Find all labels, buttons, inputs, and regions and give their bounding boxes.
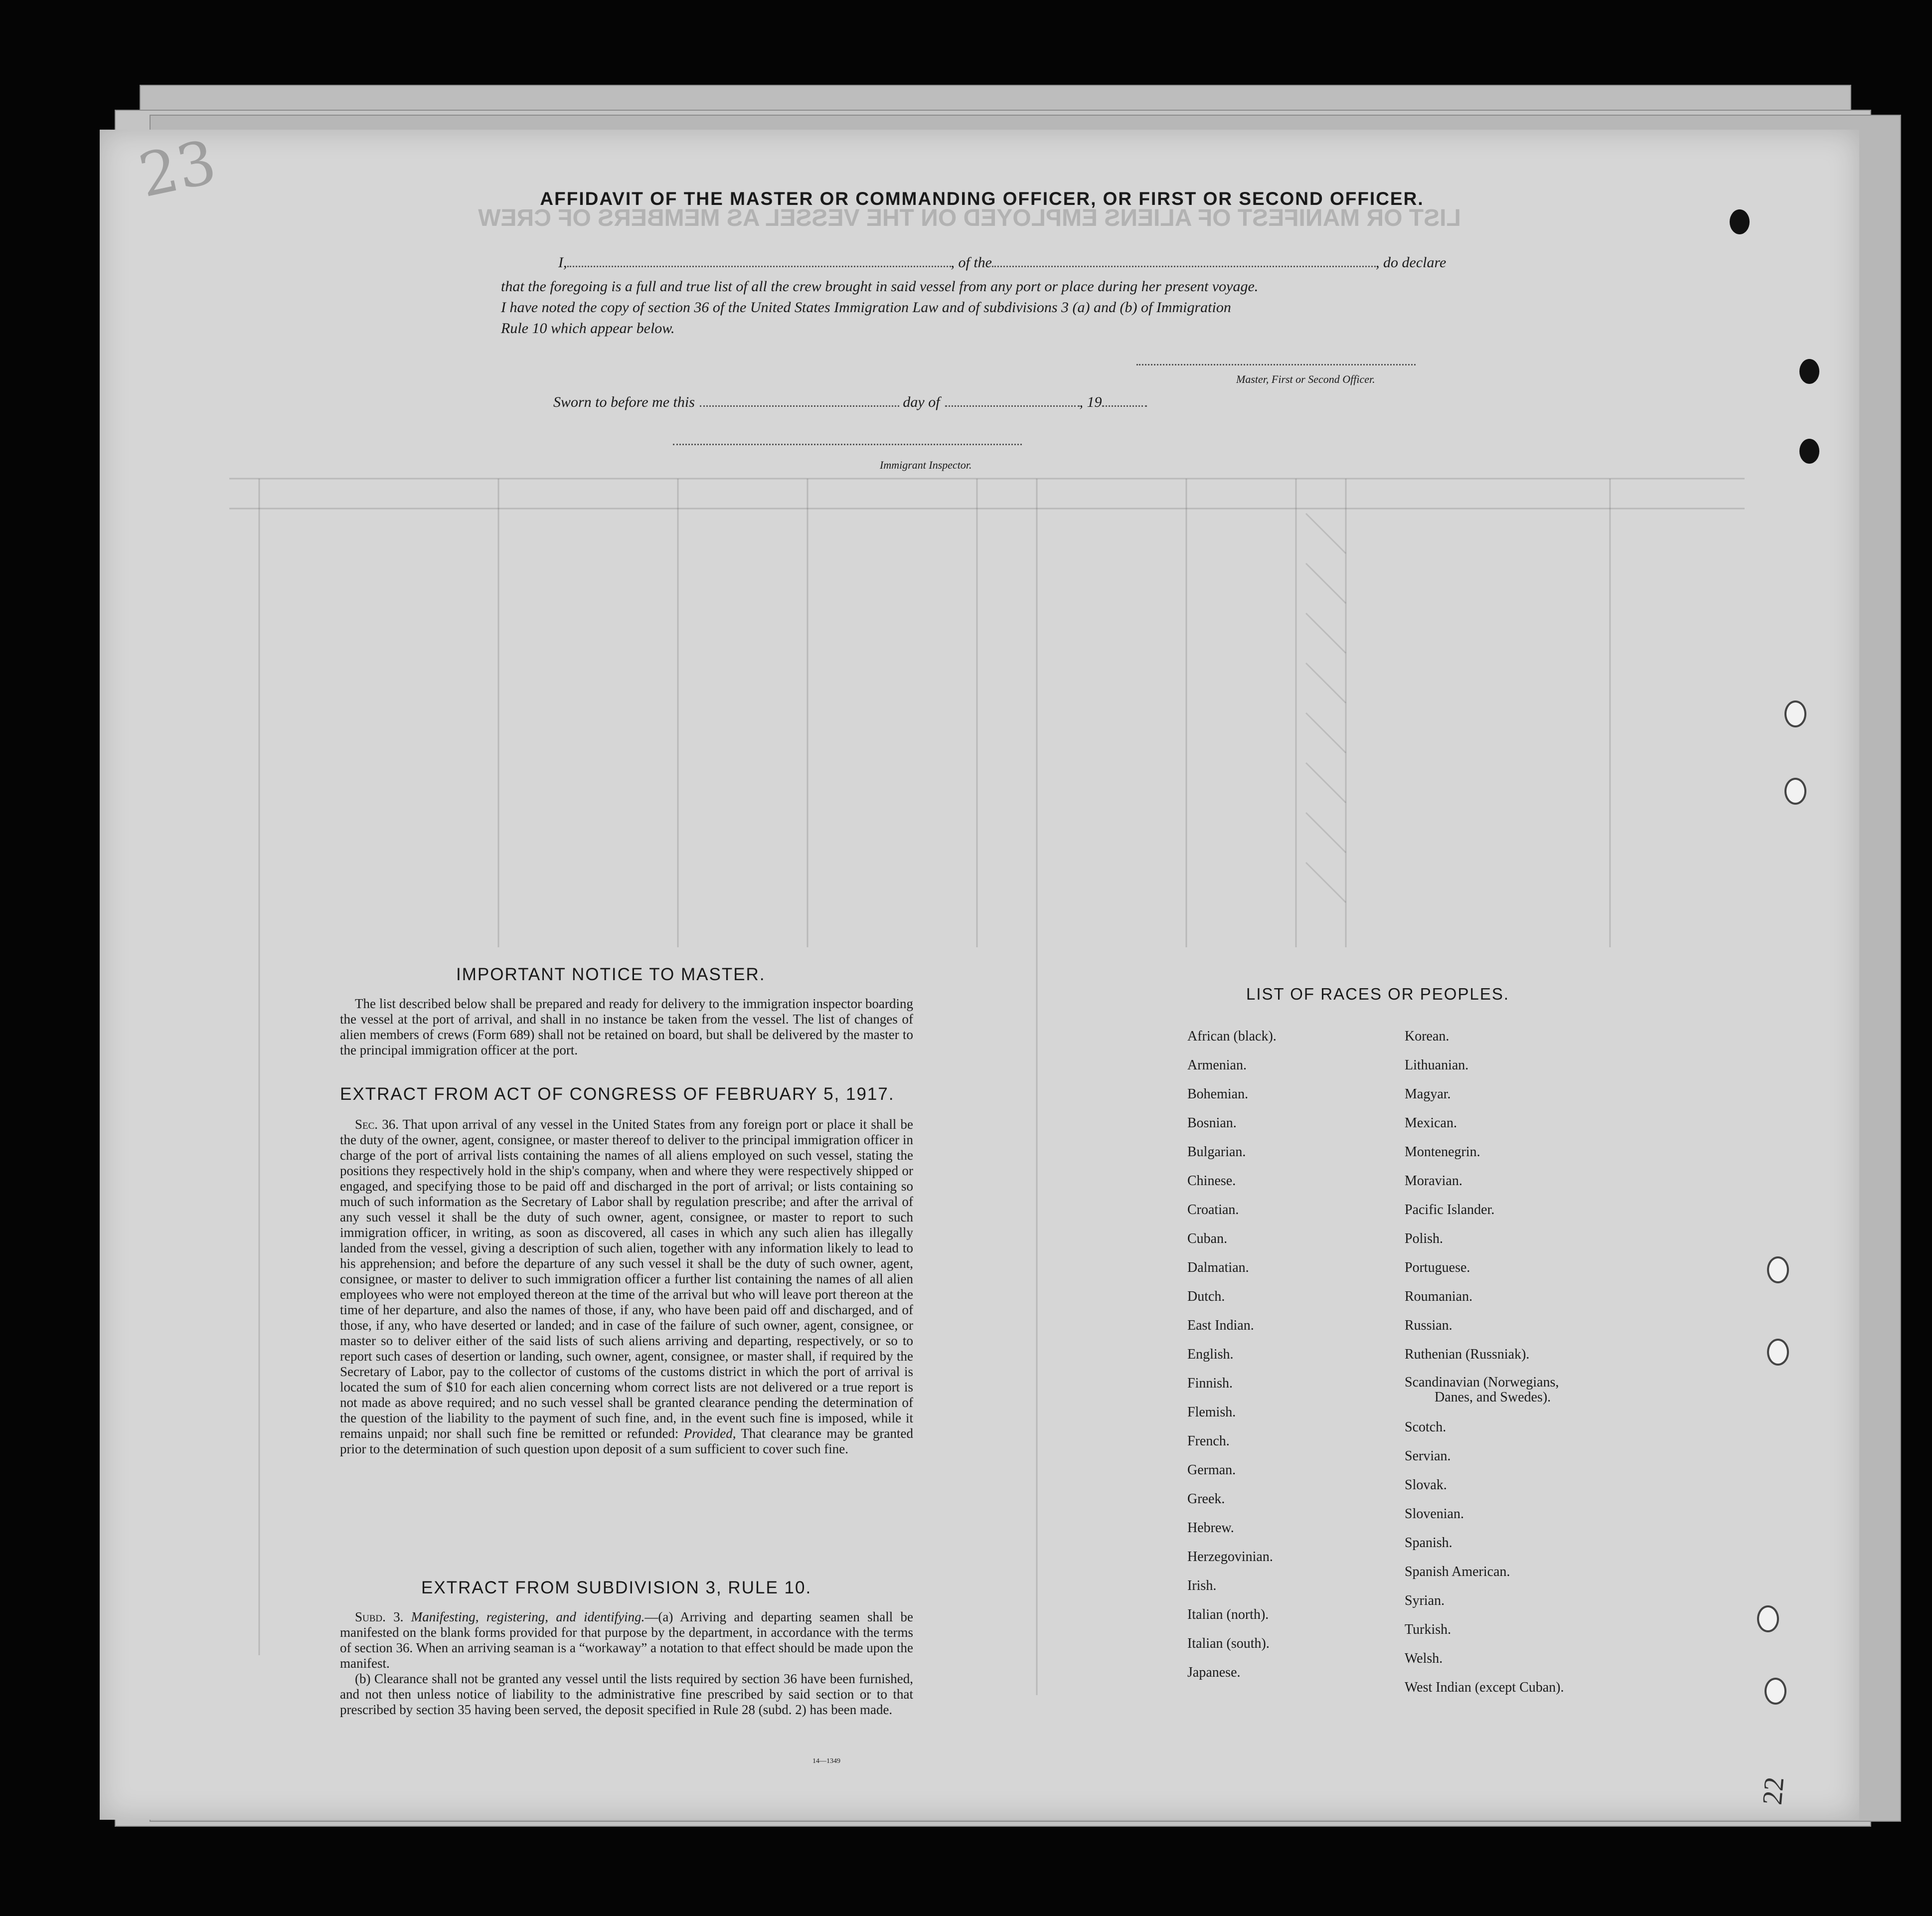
race-item: Cuban.	[1187, 1231, 1228, 1246]
races-left-column	[1187, 1022, 1277, 1687]
rule-extract-heading: EXTRACT FROM SUBDIVISION 3, RULE 10.	[421, 1578, 812, 1597]
race-item: Spanish.	[1405, 1535, 1452, 1551]
race-item: Chinese.	[1187, 1173, 1236, 1189]
notice-text: The list described below shall be prepared and ready for delivery to the immigration inspector boarding the vessel at the port of arrival, and shall in no instance be taken from the vessel. The list of changes of alien members of crews (Form 689) shall not be retained on board, but shall be delivered by the master to the principal immigration officer at the port.	[340, 996, 913, 1057]
subdivision-b: (b) Clearance shall not be granted any vessel until the lists required by section 36 have been furnished, and not then unless notice of liability to the administrative fine prescribed by said section or to that prescribed by section 35 having been served, the deposit specified in Rule 28 (subd. 2) has been made.	[340, 1671, 913, 1717]
section-36-text-end: That clearance may be granted prior to the determination of such question upon deposit of a sum sufficient to cover such fine.	[340, 1426, 913, 1456]
race-item: English.	[1187, 1347, 1234, 1362]
corner-number: 23	[133, 127, 222, 211]
declaration-of-the: , of the	[951, 254, 992, 271]
punch-hole	[1757, 1605, 1779, 1632]
punch-hole	[1767, 1339, 1789, 1366]
inspector-signature-line	[673, 444, 1022, 445]
race-item: Lithuanian.	[1405, 1057, 1469, 1073]
punch-hole	[1765, 1678, 1786, 1705]
rule-extract-text	[340, 1609, 913, 1718]
subdivision-a-text: —(a) Arriving and departing seamen shall be manifested on the blank forms provided for that purpose by the department, in accordance with the terms of section 36. When an arriving seaman is a “workaway” a notation to that effect should be made upon the manifest.	[340, 1609, 913, 1671]
affidavit-title: AFFIDAVIT OF THE MASTER OR COMMANDING OFFICER, OR FIRST OR SECOND OFFICER.	[540, 188, 1424, 209]
race-item: German.	[1187, 1462, 1236, 1478]
race-item: Roumanian.	[1405, 1289, 1473, 1304]
master-signature-line	[1136, 364, 1416, 365]
race-item: Italian (north).	[1187, 1607, 1269, 1622]
race-item: Bulgarian.	[1187, 1144, 1246, 1160]
punch-hole	[1767, 1256, 1789, 1283]
race-item: Slovenian.	[1405, 1506, 1464, 1522]
sworn-year: , 19	[1079, 394, 1102, 410]
race-item: Bosnian.	[1187, 1115, 1237, 1131]
race-item: Bohemian.	[1187, 1086, 1249, 1102]
race-item: Montenegrin.	[1405, 1144, 1480, 1160]
race-item: Turkish.	[1405, 1622, 1451, 1637]
race-item: Spanish American.	[1405, 1564, 1510, 1579]
race-item: Pacific Islander.	[1405, 1202, 1495, 1218]
race-item: West Indian (except Cuban).	[1405, 1680, 1564, 1695]
punch-hole	[1784, 700, 1806, 727]
race-item: Dalmatian.	[1187, 1260, 1249, 1275]
race-item: Scandinavian (Norwegians, Danes, and Swedes).	[1405, 1369, 1564, 1413]
race-item: Mexican.	[1405, 1115, 1457, 1131]
sworn-line	[553, 394, 1147, 411]
sworn-day-of: day of	[903, 394, 940, 410]
sworn-year-blank	[1102, 405, 1147, 407]
master-caption: Master, First or Second Officer.	[1236, 373, 1375, 385]
form-number: 14—1349	[812, 1757, 840, 1765]
race-item: Magyar.	[1405, 1086, 1451, 1102]
section-36-text: That upon arrival of any vessel in the United States from any foreign port or place it shall be the duty of the owner, agent, consignee, or master thereof to deliver to the principal immigration officer in charge of the port of arrival lists containing the names of all aliens employed on such vessel, stating the positions they respectively hold in the ship's company, when and where they were respectively shipped or engaged, and specifying those to be paid off and discharged in the port of arrival; or lists containing so much of such information as the Secretary of Labor shall by regulation prescribe; and after the arrival of any such vessel it shall be the duty of such owner, agent, consignee, or master to report to such immigration officer, in writing, as soon as discovered, all cases in which any such alien has illegally landed from the vessel, giving a description of such alien, together with any information likely to lead to his apprehension; and before the departure of any such vessel it shall be the duty of such owner, agent, consignee, or master to deliver to such immigration officer a further list containing the names of all alien employees who were not employed thereon at the time of the arrival but who will leave port thereon at the time of her departure, and also the names of those, if any, who have been paid off and discharged, and of those, if any, who have deserted or landed; and in case of the failure of such owner, agent, consignee, or master so to deliver either of the said lists of such aliens arriving and departing, respectively, or so to report such cases of desertion or landing, such owner, agent, consignee, or master shall, if required by the Secretary of Labor, pay to the collector of customs of the customs district in which the port of arrival is located the sum of $10 for each alien concerning whom correct lists are not delivered or a true report is not made as above required; and no such vessel shall be granted clearance pending the determination of the question of the liability to the payment of such fine, and, in the event such fine is imposed, while it remains unpaid; nor shall such fine be remitted or refunded:	[340, 1117, 913, 1441]
provided-word: Provided,	[683, 1426, 736, 1441]
subdivision-a	[340, 1609, 913, 1671]
notice-heading: IMPORTANT NOTICE TO MASTER.	[456, 965, 766, 984]
binder-clip	[1799, 439, 1819, 464]
race-item: Hebrew.	[1187, 1520, 1234, 1536]
race-item: Dutch.	[1187, 1289, 1225, 1304]
act-extract-text	[340, 1117, 913, 1457]
race-item: Moravian.	[1405, 1173, 1462, 1189]
punch-hole	[1784, 778, 1806, 805]
race-item: Welsh.	[1405, 1651, 1443, 1666]
race-item: Ruthenian (Russniak).	[1405, 1347, 1530, 1362]
race-item: Herzegovinian.	[1187, 1549, 1273, 1565]
act-extract-heading: EXTRACT FROM ACT OF CONGRESS OF FEBRUARY 5, 1917.	[340, 1084, 895, 1104]
side-page-number: 22	[1757, 1775, 1790, 1806]
race-item: Finnish.	[1187, 1376, 1233, 1391]
inspector-caption: Immigrant Inspector.	[880, 459, 972, 471]
race-item: Scotch.	[1405, 1419, 1447, 1435]
race-item: French.	[1187, 1433, 1230, 1449]
binder-clip	[1730, 209, 1750, 234]
document-page	[100, 127, 1859, 1820]
race-item: Portuguese.	[1405, 1260, 1470, 1275]
race-item: African (black).	[1187, 1029, 1277, 1044]
race-item: East Indian.	[1187, 1318, 1254, 1333]
race-item-continuation: Danes, and Swedes).	[1435, 1390, 1551, 1405]
race-item: Slovak.	[1405, 1477, 1447, 1493]
subdivision-label: Subd. 3.	[355, 1609, 404, 1624]
subdivision-title: Manifesting, registering, and identifying.	[411, 1609, 645, 1624]
sworn-month-blank	[945, 405, 1080, 407]
race-item: Irish.	[1187, 1578, 1217, 1593]
declaration-line-2: that the foregoing is a full and true list of all the crew brought in said vessel from any port or place during her present voyage.	[501, 278, 1259, 295]
sworn-date-blank	[700, 405, 899, 407]
race-item: Japanese.	[1187, 1665, 1241, 1680]
bleed-through-heading: LIST OR MANIFEST OF ALIENS EMPLOYED ON THE VESSEL AS MEMBERS OF CREW	[478, 205, 1461, 231]
declaration-i: I,	[558, 254, 567, 271]
race-item: Croatian.	[1187, 1202, 1239, 1218]
section-label: Sec. 36.	[355, 1117, 399, 1132]
sworn-text: Sworn to before me this	[553, 394, 695, 410]
races-heading: LIST OF RACES OR PEOPLES.	[1246, 985, 1510, 1003]
races-right-column	[1405, 1022, 1564, 1702]
race-item: Greek.	[1187, 1491, 1225, 1507]
declaration-line-3: I have noted the copy of section 36 of the United States Immigration Law and of subdivisions 3 (a) and (b) of Immigration	[501, 299, 1231, 316]
race-item: Russian.	[1405, 1318, 1452, 1333]
race-item: Italian (south).	[1187, 1636, 1270, 1651]
race-item: Flemish.	[1187, 1404, 1236, 1420]
race-item: Armenian.	[1187, 1057, 1247, 1073]
declaration-do-declare: , do declare	[1376, 254, 1447, 271]
race-item: Syrian.	[1405, 1593, 1445, 1608]
name-blank	[567, 266, 951, 267]
race-item: Korean.	[1405, 1029, 1449, 1044]
declaration-line-4: Rule 10 which appear below.	[501, 320, 675, 337]
race-item: Polish.	[1405, 1231, 1444, 1246]
binder-clip	[1799, 359, 1819, 384]
race-item: Servian.	[1405, 1448, 1451, 1464]
vessel-blank	[992, 266, 1376, 267]
declaration-line-1	[558, 254, 1446, 271]
